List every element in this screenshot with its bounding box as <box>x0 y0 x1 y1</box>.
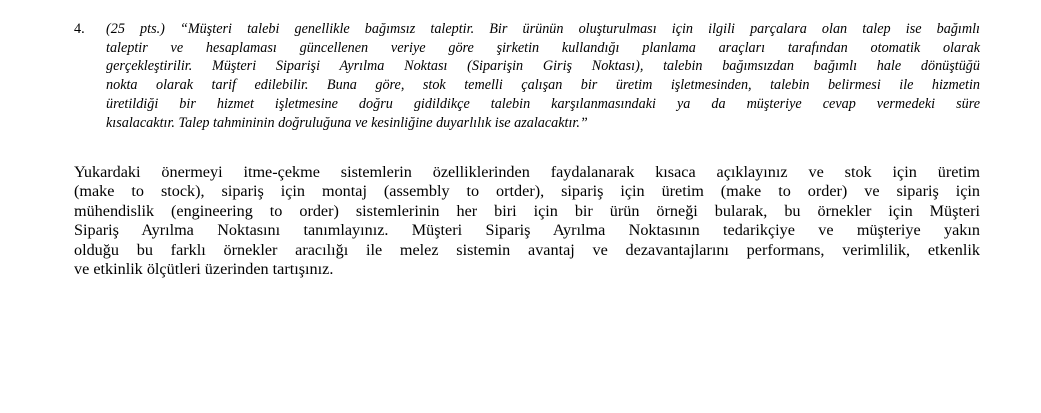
instruction-line: ve etkinlik ölçütleri üzerinden tartışınız. <box>74 260 334 279</box>
quote-line: nokta olarak tarif edilebilir. Buna göre, stok temelli çalışan bir üretim işletmesinden, talebin belirmesi ile hizmetin <box>106 77 980 94</box>
quote-line: üretildiği bir hizmet işletmesine doğru gidildikçe talebin karşılanmasındaki ya da müşteriye cevap vermedeki süre <box>106 95 980 112</box>
question-item <box>74 20 980 132</box>
instruction-line: (make to stock), sipariş için montaj (assembly to ortder), sipariş için üretim (make to order) ve sipariş için <box>74 182 980 201</box>
instruction-line: mühendislik (engineering to order) sistemlerinin her biri için bir ürün örneği bularak, bu örnekler için Müşteri <box>74 201 980 220</box>
question-number: 4. <box>74 21 85 37</box>
quote-line: (25 pts.) “Müşteri talebi genellikle bağımsız taleptir. Bir ürünün oluşturulması için ilgili parçalara olan talep ise bağımlı <box>106 21 980 37</box>
instruction-line: Sipariş Ayrılma Noktasını tanımlayınız. Müşteri Sipariş Ayrılma Noktasının tedarikçiye ve müşteriye yakın <box>74 221 980 240</box>
quote-line: gerçekleştirilir. Müşteri Siparişi Ayrılma Noktası (Siparişin Giriş Noktası), talebin bağımsızdan bağımlı hale dönüştüğü <box>106 58 980 75</box>
instruction-line: olduğu bu farklı örnekler aracılığı ile melez sistemin avantaj ve dezavantajlarını performans, verimlilik, etkenlik <box>74 240 980 259</box>
question-quote <box>106 20 980 132</box>
quote-line: kısalacaktır. Talep tahmininin doğruluğuna ve kesinliğine duyarlılık ise azalacaktır.” <box>106 114 588 131</box>
question-instruction <box>74 163 980 279</box>
quote-line: taleptir ve hesaplaması güncellenen veriye göre şirketin kullandığı planlama araçları tarafından otomatik olarak <box>106 39 980 56</box>
instruction-line: Yukardaki önermeyi itme-çekme sistemlerin özelliklerinden faydalanarak kısaca açıklayınız ve stok için üretim <box>74 163 980 181</box>
